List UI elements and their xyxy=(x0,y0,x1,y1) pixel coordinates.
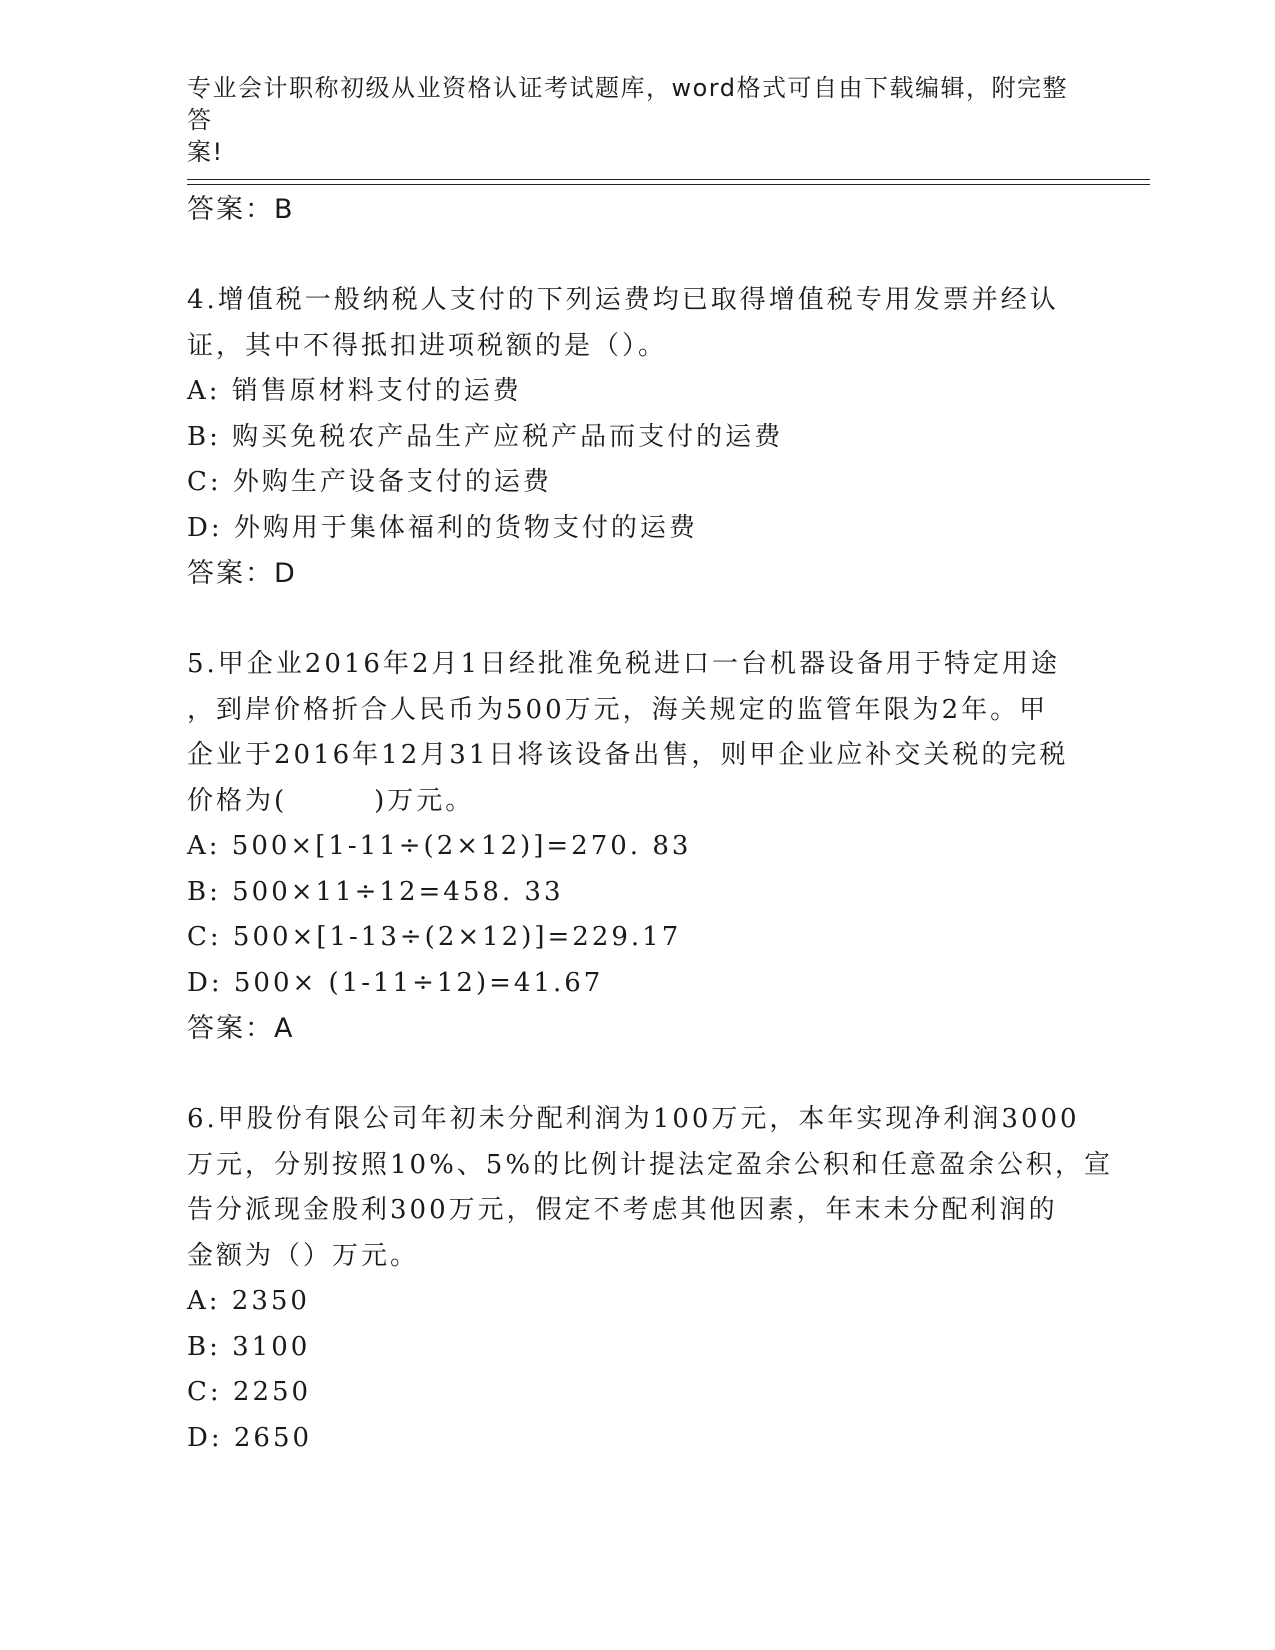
question-stem: 价格为( )万元。 xyxy=(187,785,475,816)
header-divider xyxy=(187,184,1150,185)
option-item: C: 外购生产设备支付的运费 xyxy=(187,467,552,497)
option-item: D: 外购用于集体福利的货物支付的运费 xyxy=(187,512,698,543)
option-item: A: 2350 xyxy=(187,1286,310,1316)
question-block xyxy=(187,642,1087,1052)
question-stem: 企业于2016年12月31日将该设备出售，则甲企业应补交关税的完税 xyxy=(187,740,1069,770)
question-stem: 金额为（）万元。 xyxy=(187,1240,420,1271)
question-stem: 6.甲股份有限公司年初未分配利润为100万元，本年实现净利润3000 xyxy=(187,1104,1080,1134)
question-stem: 5.甲企业2016年2月1日经批准免税进口一台机器设备用于特定用途 xyxy=(187,649,1061,679)
answer-line: 答案：A xyxy=(187,1013,295,1044)
option-item: A: 500×[1-11÷(2×12)]=270. 83 xyxy=(187,831,692,861)
option-item: C: 2250 xyxy=(187,1377,312,1407)
question-list xyxy=(187,187,1114,1461)
header-divider xyxy=(187,179,1150,180)
answer-line: 答案：D xyxy=(187,558,297,589)
header-line: 专业会计职称初级从业资格认证考试题库，word格式可自由下载编辑，附完整答 xyxy=(187,74,1068,134)
option-item: B: 500×11÷12=458. 33 xyxy=(187,876,564,907)
question-stem: ，到岸价格折合人民币为500万元，海关规定的监管年限为2年。甲 xyxy=(187,694,1049,725)
option-item: C: 500×[1-13÷(2×12)]=229.17 xyxy=(187,922,682,952)
question-stem: 证，其中不得抵扣进项税额的是（）。 xyxy=(187,330,668,361)
option-item: D: 500× (1-11÷12)=41.67 xyxy=(187,967,604,998)
option-item: B: 购买免税农产品生产应税产品而支付的运费 xyxy=(187,421,784,452)
header-line: 案! xyxy=(187,138,224,166)
option-item: A: 销售原材料支付的运费 xyxy=(187,376,522,406)
answer-line: 答案：B xyxy=(187,194,295,225)
question-block xyxy=(187,1097,1114,1461)
question-stem: 4.增值税一般纳税人支付的下列运费均已取得增值税专用发票并经认 xyxy=(187,285,1059,315)
page-header xyxy=(187,72,1087,168)
option-item: B: 3100 xyxy=(187,1331,311,1362)
option-item: D: 2650 xyxy=(187,1422,313,1453)
question-stem: 万元，分别按照10%、5%的比例计提法定盈余公积和任意盈余公积，宣 xyxy=(187,1149,1114,1180)
question-stem: 告分派现金股利300万元，假定不考虑其他因素，年末未分配利润的 xyxy=(187,1195,1058,1225)
question-block xyxy=(187,278,1087,597)
